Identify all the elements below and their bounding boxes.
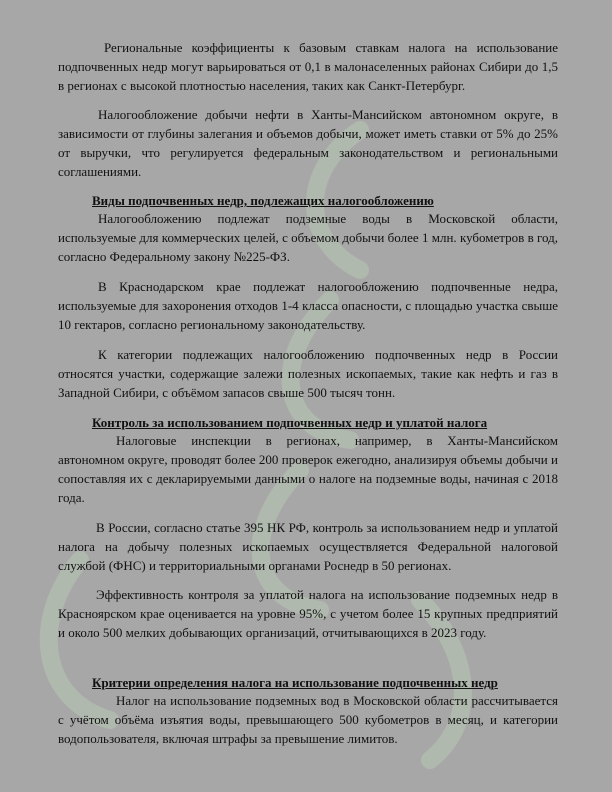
paragraph-regional-coefficients: Региональные коэффициенты к базовым ставкам налога на использование подпочвенных недр могут варьироваться от 0,1 в малонаселенных районах Сибири до 1,5 в регионах с высокой плотностью населения, таких как Санкт-Петербург.: [58, 40, 558, 93]
paragraph-article-395: В России, согласно статье 395 НК РФ, контроль за использованием недр и уплатой налога на добычу полезных ископаемых осуществляется Федеральной налоговой службой (ФНС) и территориальными органами Роснедр в 50 регионах.: [58, 520, 558, 573]
section-heading-criteria: Критерии определения налога на использование подпочвенных недр: [92, 675, 498, 690]
section-heading-control: Контроль за использованием подпочвенных недр и уплатой налога: [92, 415, 488, 430]
paragraph-categories-russia: К категории подлежащих налогообложению подпочвенных недр в России относятся участки, содержащие залежи полезных ископаемых, такие как нефть и газ в Западной Сибири, с объёмом запасов свыше 500 тысяч тонн.: [58, 347, 558, 400]
paragraph-oil-taxation: Налогообложение добычи нефти в Ханты-Мансийском автономном округе, в зависимости от глубины залегания и объемов добычи, может иметь ставки от 5% до 25% от выручки, что регулируется федеральным законодательством и региональными соглашениями.: [58, 107, 558, 179]
paragraph-krasnoyarsk: Эффективность контроля за уплатой налога на использование подземных недр в Красноярском крае оценивается на уровне 95%, с учетом более 15 крупных предприятий и около 500 мелких добывающих организаций, отчитывающихся в 2023 году.: [58, 587, 558, 640]
paragraph-krasnodar: В Краснодарском крае подлежат налогообложению подпочвенные недра, используемые для захоронения отходов 1-4 класса опасности, с площадью участка свыше 10 гектаров, согласно региональному законодательству.: [58, 279, 558, 332]
paragraph-groundwater-moscow: Налогообложению подлежат подземные воды в Московской области, используемые для коммерческих целей, с объемом добычи более 1 млн. кубометров в год, согласно Федеральному закону №225-ФЗ.: [58, 211, 558, 264]
section-heading-types: Виды подпочвенных недр, подлежащих налогообложению: [92, 193, 434, 208]
paragraph-tax-inspections: Налоговые инспекции в регионах, например, в Ханты-Мансийском автономном округе, проводят более 200 проверок ежегодно, анализируя объемы добычи и сопоставляя их с декларируемыми данными о налоге на подземные воды, начиная с 2018 года.: [58, 433, 558, 505]
paragraph-moscow-water-tax: Налог на использование подземных вод в Московской области рассчитывается с учётом объёма изъятия воды, превышающего 500 кубометров в месяц, и категории водопользователя, включая штрафы за превышение лимитов.: [58, 693, 558, 746]
